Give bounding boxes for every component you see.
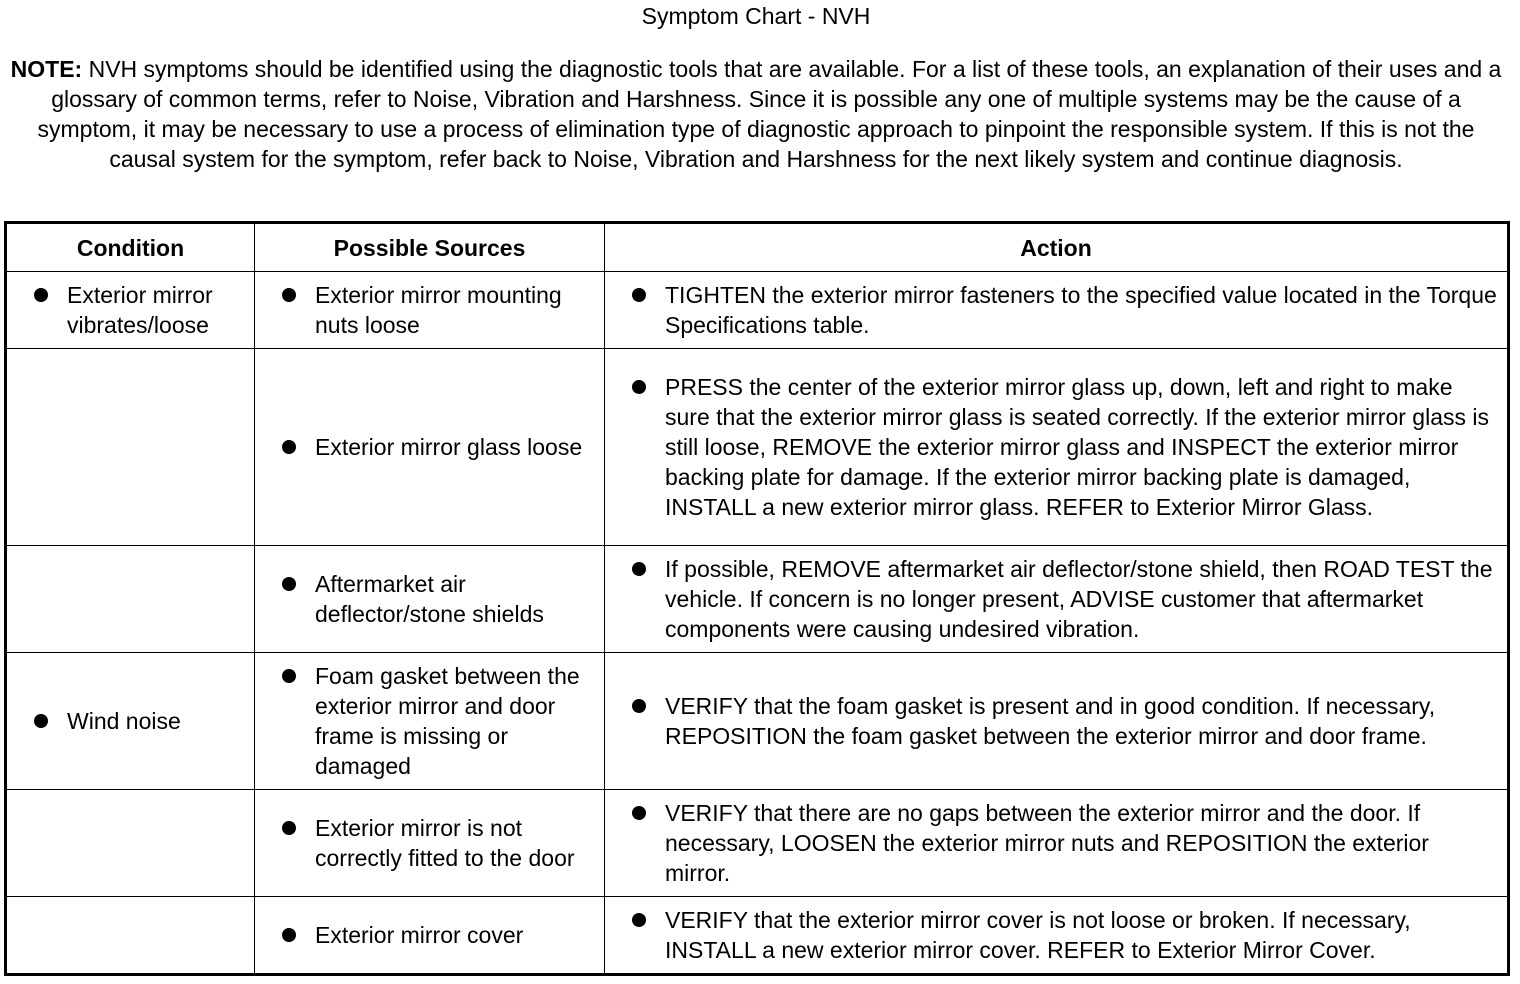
action-text: VERIFY that there are no gaps between the exterior mirror and the door. If necessary, LOOSEN the exterior mirror nuts and REPOSITION the exterior mirror. <box>665 800 1429 886</box>
source-text: Foam gasket between the exterior mirror and door frame is missing or damaged <box>315 663 580 779</box>
header-condition: Condition <box>6 223 255 272</box>
action-text: TIGHTEN the exterior mirror fasteners to the specified value located in the Torque Specifications table. <box>665 282 1497 338</box>
condition-cell <box>6 349 255 546</box>
source-text: Exterior mirror mounting nuts loose <box>315 282 562 338</box>
condition-text: Exterior mirror vibrates/loose <box>67 282 213 338</box>
bullet-icon <box>632 806 646 820</box>
bullet-icon <box>632 699 646 713</box>
table-row <box>6 349 1509 546</box>
table-header-row <box>6 223 1509 272</box>
action-text: PRESS the center of the exterior mirror glass up, down, left and right to make sure that the exterior mirror glass is seated correctly. If the exterior mirror glass is still loose, REMOVE the exterior mirror glass and INSPECT the exterior mirror backing plate for damage. If the exterior mirror backing plate is damaged, INSTALL a new exterior mirror glass. REFER to Exterior Mirror Glass. <box>665 374 1490 520</box>
bullet-icon <box>632 913 646 927</box>
note-paragraph <box>4 54 1508 174</box>
action-cell <box>605 653 1509 790</box>
action-text: VERIFY that the exterior mirror cover is not loose or broken. If necessary, INSTALL a new exterior mirror cover. REFER to Exterior Mirror Cover. <box>665 907 1411 963</box>
action-text: If possible, REMOVE aftermarket air deflector/stone shield, then ROAD TEST the vehicle. If concern is no longer present, ADVISE customer that aftermarket components were causing undesired vibration. <box>665 556 1493 642</box>
bullet-icon <box>34 288 48 302</box>
condition-cell <box>6 897 255 975</box>
bullet-icon <box>282 288 296 302</box>
table-row <box>6 653 1509 790</box>
bullet-icon <box>632 288 646 302</box>
source-cell <box>255 897 605 975</box>
bullet-icon <box>282 577 296 591</box>
table-row <box>6 272 1509 349</box>
page-title: Symptom Chart - NVH <box>641 3 871 29</box>
condition-cell <box>6 546 255 653</box>
source-cell <box>255 790 605 897</box>
source-text: Exterior mirror is not correctly fitted to the door <box>315 815 575 871</box>
header-possible-sources: Possible Sources <box>255 223 605 272</box>
action-cell <box>605 790 1509 897</box>
condition-cell <box>6 790 255 897</box>
source-text: Aftermarket air deflector/stone shields <box>315 571 544 627</box>
bullet-icon <box>282 440 296 454</box>
source-text: Exterior mirror cover <box>315 922 524 948</box>
action-cell <box>605 897 1509 975</box>
source-cell <box>255 546 605 653</box>
header-action: Action <box>605 223 1509 272</box>
action-cell <box>605 349 1509 546</box>
bullet-icon <box>282 928 296 942</box>
source-cell <box>255 653 605 790</box>
condition-cell <box>6 272 255 349</box>
note-label: NOTE: <box>10 56 83 82</box>
table-row <box>6 790 1509 897</box>
condition-cell <box>6 653 255 790</box>
bullet-icon <box>632 380 646 394</box>
source-text: Exterior mirror glass loose <box>315 434 583 460</box>
action-cell <box>605 272 1509 349</box>
bullet-icon <box>282 669 296 683</box>
source-cell <box>255 349 605 546</box>
condition-text: Wind noise <box>67 708 181 734</box>
table-row <box>6 546 1509 653</box>
symptom-table <box>4 221 1510 976</box>
bullet-icon <box>34 714 48 728</box>
bullet-icon <box>282 821 296 835</box>
bullet-icon <box>632 562 646 576</box>
source-cell <box>255 272 605 349</box>
table-row <box>6 897 1509 975</box>
action-cell <box>605 546 1509 653</box>
action-text: VERIFY that the foam gasket is present and in good condition. If necessary, REPOSITION the foam gasket between the exterior mirror and door frame. <box>665 693 1436 749</box>
note-text: NVH symptoms should be identified using the diagnostic tools that are available. For a list of these tools, an explanation of their uses and a glossary of common terms, refer to Noise, Vibration and Harshness. Since it is possible any one of multiple systems may be the cause of a symptom, it may be necessary to use a process of elimination type of diagnostic approach to pinpoint the responsible system. If this is not the causal system for the symptom, refer back to Noise, Vibration and Harshness for the next likely system and continue diagnosis. <box>37 56 1502 172</box>
